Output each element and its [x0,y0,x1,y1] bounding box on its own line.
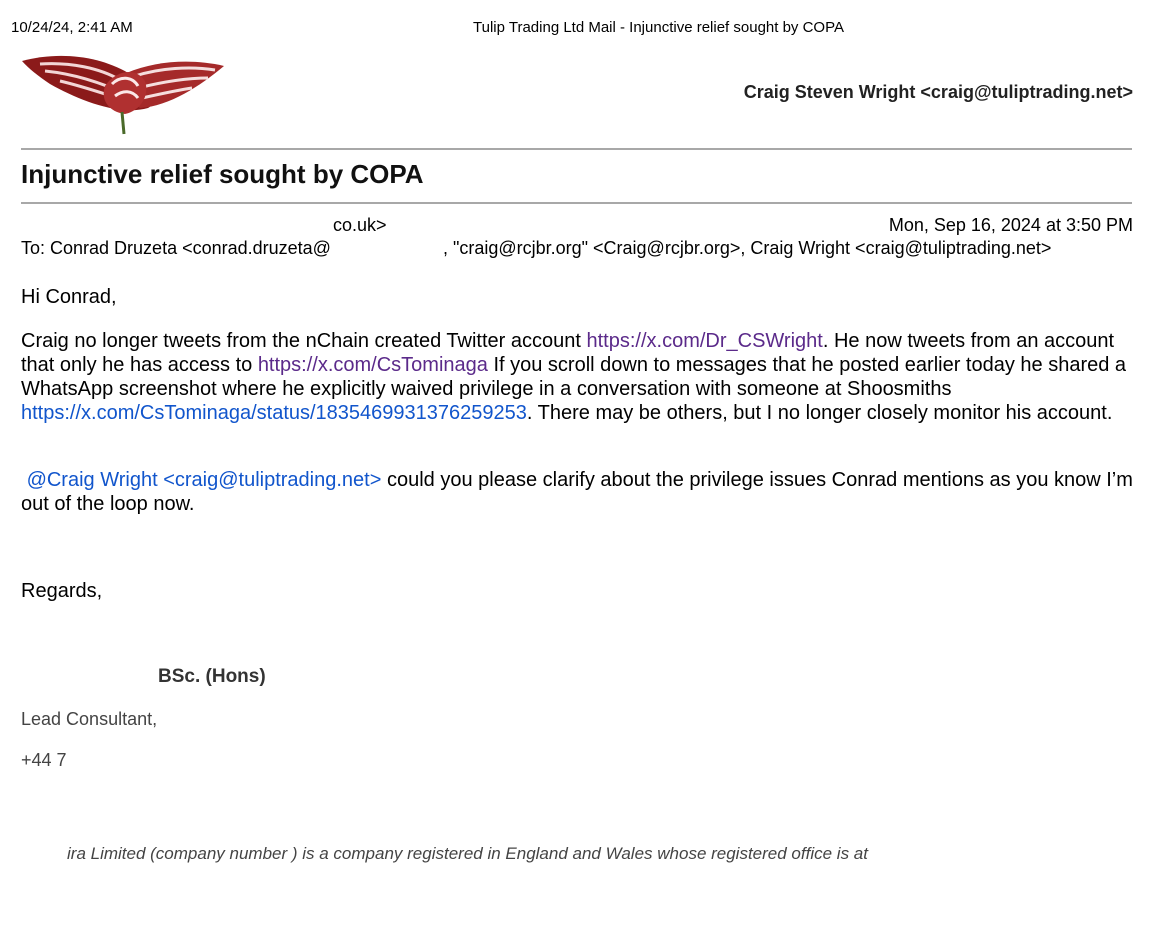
tulip-logo [20,46,226,136]
para1-text-3: If you scroll down to messages that he posted earlier today he shared a WhatsApp screenshot where he explicitly waived privilege in a conversation with someone at Shoosmiths [21,354,1127,400]
para1-text-4: . There may be others, but I no longer closely monitor his account. [526,402,1113,424]
divider-subject [21,202,1132,204]
para1-text-1: Craig no longer tweets from the nChain created Twitter account [21,330,587,352]
print-datetime: 10/24/24, 2:41 AM [11,19,133,36]
from-line [21,215,387,236]
body-paragraph-2 [21,468,1133,516]
link-dr-cswright[interactable]: https://x.com/Dr_CSWright [586,330,823,352]
redaction-mask [16,880,1146,910]
signature-role: Lead Consultant, [21,709,158,729]
to-prefix: To: Conrad Druzeta <conrad.druzeta@ [21,238,331,258]
account-address: Craig Steven Wright <craig@tuliptrading.net> [743,82,1133,102]
to-line [21,238,1051,259]
link-status-tweet[interactable]: https://x.com/CsTominaga/status/1835469931376259253 [21,402,527,424]
signature-name: BSc. (Hons) [158,666,266,687]
closing: Regards, [21,580,103,602]
email-subject: Injunctive relief sought by COPA [21,159,424,189]
email-date: Mon, Sep 16, 2024 at 3:50 PM [888,215,1133,235]
from-address: co.uk> [333,215,387,235]
para1-text-2: . He now tweets from an account that only he has access to [21,330,1115,376]
divider-top [21,148,1132,150]
signature-phone: +44 7 [21,750,67,770]
mention-craig-wright[interactable]: @Craig Wright <craig@tuliptrading.net> [26,469,382,491]
to-rest: , "craig@rcjbr.org" <Craig@rcjbr.org>, Craig Wright <craig@tuliptrading.net> [442,238,1052,258]
footer-disclaimer: ira Limited (company number ) is a company registered in England and Wales whose registered office is at [67,844,868,863]
link-cstominaga[interactable]: https://x.com/CsTominaga [257,354,488,376]
body-paragraph-1 [21,329,1133,425]
print-title: Tulip Trading Ltd Mail - Injunctive relief sought by COPA [473,19,845,36]
greeting: Hi Conrad, [21,286,117,308]
para2-text: could you please clarify about the privilege issues Conrad mentions as you know I’m out of the loop now. [21,469,1133,515]
